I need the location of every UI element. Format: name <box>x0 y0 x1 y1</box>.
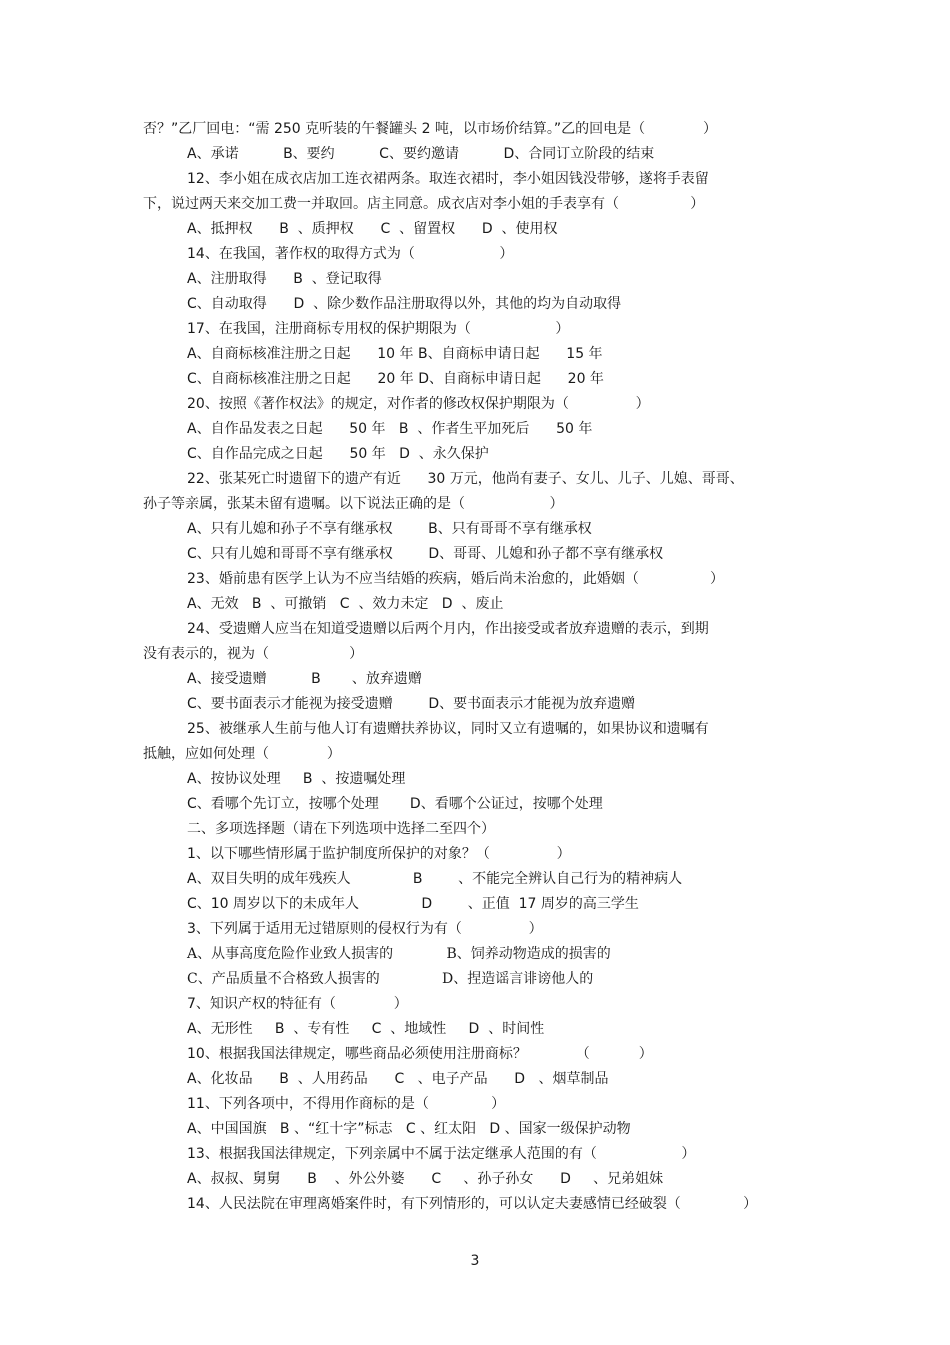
text-line: A、双目失明的成年残疾人 B 、不能完全辨认自己行为的精神病人 <box>187 871 683 887</box>
text-line: 下，说过两天来交加工费一并取回。店主同意。成衣店对李小姐的手表享有（ ） <box>143 196 705 212</box>
text-line: 14、人民法院在审理离婚案件时，有下列情形的，可以认定夫妻感情已经破裂（ ） <box>187 1196 758 1212</box>
text-line: C、自商标核准注册之日起 20 年 D、自商标申请日起 20 年 <box>187 371 604 387</box>
text-line: 13、根据我国法律规定，下列亲属中不属于法定继承人范围的有（ ） <box>187 1146 696 1162</box>
document-body <box>143 117 815 1217</box>
text-line: 12、李小姐在成衣店加工连衣裙两条。取连衣裙时，李小姐因钱没带够，遂将手表留 <box>187 171 709 187</box>
text-line: A、从事高度危险作业致人损害的 B、饲养动物造成的损害的 <box>187 946 611 962</box>
text-line: A、中国国旗 B 、“红十字”标志 C 、红太阳 D 、国家一级保护动物 <box>187 1121 631 1137</box>
text-line: A、无效 B 、可撤销 C 、效力未定 D 、废止 <box>187 596 504 612</box>
text-line: 23、婚前患有医学上认为不应当结婚的疾病，婚后尚未治愈的，此婚姻（ ） <box>187 571 725 587</box>
text-line: A、化妆品 B 、人用药品 C 、电子产品 D 、烟草制品 <box>187 1071 609 1087</box>
text-line: C、10 周岁以下的未成年人 D 、正值 17 周岁的高三学生 <box>187 896 639 912</box>
text-line: C、自作品完成之日起 50 年 D 、永久保护 <box>187 446 489 462</box>
text-line: 14、在我国，著作权的取得方式为（ ） <box>187 246 514 262</box>
text-line: C、看哪个先订立，按哪个处理 D、看哪个公证过，按哪个处理 <box>187 796 603 812</box>
text-line: A、叔叔、舅舅 B 、外公外婆 C 、孙子孙女 D 、兄弟姐妹 <box>187 1171 664 1187</box>
text-line: 11、下列各项中，不得用作商标的是（ ） <box>187 1096 506 1112</box>
text-line: 二、多项选择题（请在下列选项中选择二至四个） <box>187 821 495 837</box>
text-line: C、自动取得 D 、除少数作品注册取得以外，其他的均为自动取得 <box>187 296 622 312</box>
text-line: A、接受遗赠 B 、放弃遗赠 <box>187 671 422 687</box>
text-line: C、要书面表示才能视为接受遗赠 D、要书面表示才能视为放弃遗赠 <box>187 696 636 712</box>
text-line: A、自商标核准注册之日起 10 年 B、自商标申请日起 15 年 <box>187 346 603 362</box>
text-line: A、注册取得 B 、登记取得 <box>187 271 382 287</box>
text-line: A、抵押权 B 、质押权 C 、留置权 D 、使用权 <box>187 221 558 237</box>
page-number: 3 <box>470 1253 480 1269</box>
text-line: A、只有儿媳和孙子不享有继承权 B、只有哥哥不享有继承权 <box>187 521 592 537</box>
text-line: 孙子等亲属，张某未留有遗嘱。以下说法正确的是（ ） <box>143 496 564 512</box>
text-line: 1、以下哪些情形属于监护制度所保护的对象？（ ） <box>187 846 571 862</box>
text-line: 22、张某死亡时遗留下的遗产有近 30 万元，他尚有妻子、女儿、儿子、儿媳、哥哥、 <box>187 471 744 487</box>
text-line: 3、下列属于适用无过错原则的侵权行为有（ ） <box>187 921 543 937</box>
text-line: 20、按照《著作权法》的规定，对作者的修改权保护期限为（ ） <box>187 396 650 412</box>
text-line: A、无形性 B 、专有性 C 、地域性 D 、时间性 <box>187 1021 545 1037</box>
text-line: A、自作品发表之日起 50 年 B 、作者生平加死后 50 年 <box>187 421 593 437</box>
text-line: 24、受遗赠人应当在知道受遗赠以后两个月内，作出接受或者放弃遗赠的表示，到期 <box>187 621 709 637</box>
text-line: C、只有儿媳和哥哥不享有继承权 D、哥哥、儿媳和孙子都不享有继承权 <box>187 546 664 562</box>
text-line: A、承诺 B、要约 C、要约邀请 D、合同订立阶段的结束 <box>187 146 655 162</box>
text-line: 17、在我国，注册商标专用权的保护期限为（ ） <box>187 321 570 337</box>
text-line: 否？”乙厂回电：“需 250 克听装的午餐罐头 2 吨，以市场价结算。”乙的回电是（ ） <box>143 121 718 137</box>
text-line: 7、知识产权的特征有（ ） <box>187 996 408 1012</box>
text-line: 10、根据我国法律规定，哪些商品必须使用注册商标？ （ ） <box>187 1046 653 1062</box>
text-line: A、按协议处理 B 、按遗嘱处理 <box>187 771 406 787</box>
text-line: C、产品质量不合格致人损害的 D、捏造谣言诽谤他人的 <box>187 971 594 987</box>
text-line: 抵触，应如何处理（ ） <box>143 746 341 762</box>
text-line: 没有表示的，视为（ ） <box>143 646 364 662</box>
text-line: 25、被继承人生前与他人订有遗赠扶养协议，同时又立有遗嘱的，如果协议和遗嘱有 <box>187 721 709 737</box>
